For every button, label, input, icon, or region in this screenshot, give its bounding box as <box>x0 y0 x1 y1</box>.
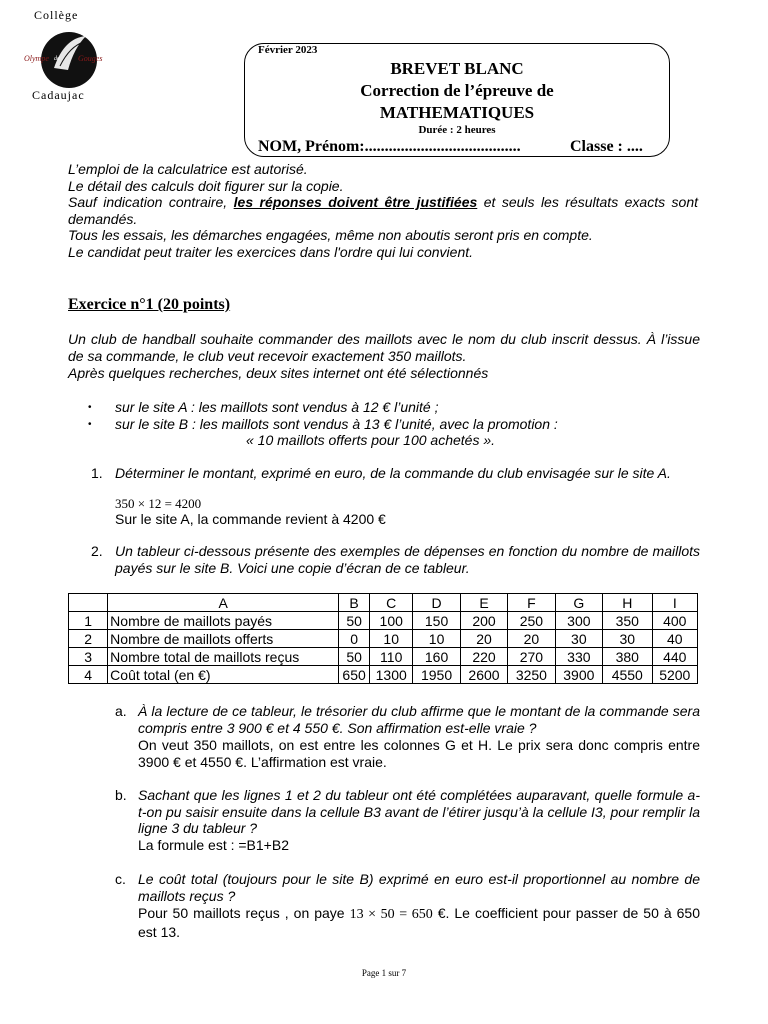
answer-text: €. Le coefficient pour passer de 50 à 650 est 13. <box>138 905 700 940</box>
q1-answer: Sur le site A, la commande revient à 4200 € <box>115 511 386 527</box>
exam-title: BREVET BLANC <box>390 59 524 78</box>
table-cell: 1300 <box>370 666 413 684</box>
table-cell: 330 <box>555 648 602 666</box>
question-2c: Le coût total (toujours pour le site B) exprimé en euro est-il proportionnel au nombre de maillots reçus ? <box>138 871 700 904</box>
table-cell: 150 <box>413 612 460 630</box>
spreadsheet-table <box>68 593 698 684</box>
row-label-cell: Nombre total de maillots reçus <box>108 648 339 666</box>
table-cell: 200 <box>460 612 507 630</box>
instruction-line: Le candidat peut traiter les exercices dans l'ordre qui lui convient. <box>68 243 474 260</box>
question-2: Un tableur ci-dessous présente des exemples de dépenses en fonction du nombre de maillots payés sur le site B. Voici une copie d’écran de ce tableur. <box>115 543 700 576</box>
table-cell: 250 <box>508 612 555 630</box>
table-cell: 1950 <box>413 666 460 684</box>
exam-subtitle: Correction de l’épreuve de <box>360 81 554 100</box>
header-cell: A <box>108 594 339 612</box>
answer-math: 13 × 50 = 650 <box>349 907 433 922</box>
logo-inner-mid: de <box>54 56 60 62</box>
table-cell: 400 <box>652 612 697 630</box>
bullet-site-a: sur le site A : les maillots sont vendus à 12 € l’unité ; <box>115 399 439 415</box>
answer-2b: La formule est : =B1+B2 <box>138 837 289 853</box>
instruction-line: L’emploi de la calculatrice est autorisé. <box>68 161 308 177</box>
name-field-label: NOM, Prénom:....................................... <box>258 138 521 155</box>
instruction-line <box>68 194 698 227</box>
header-cell: I <box>652 594 697 612</box>
logo-top-text: Collège <box>34 8 79 22</box>
table-cell: 440 <box>652 648 697 666</box>
question-number: 1. <box>91 465 103 481</box>
table-cell: 3900 <box>555 666 602 684</box>
row-label-cell: Nombre de maillots offerts <box>108 630 339 648</box>
question-2a: À la lecture de ce tableur, le trésorier du club affirme que le montant de la commande sera compris entre 3 900 € et 4 550 €. Son affirmation est-elle vraie ? <box>138 703 700 736</box>
table-cell: 220 <box>460 648 507 666</box>
bullet-icon: • <box>88 419 92 430</box>
table-cell: 100 <box>370 612 413 630</box>
question-number: 2. <box>91 543 103 559</box>
instructions <box>68 161 708 261</box>
header-cell: G <box>555 594 602 612</box>
header-cell: F <box>508 594 555 612</box>
exam-subject: MATHEMATIQUES <box>379 103 535 122</box>
table-cell: 300 <box>555 612 602 630</box>
subquestion-label: b. <box>115 787 127 803</box>
row-number-cell: 1 <box>69 612 108 630</box>
exercise-title: Exercice n°1 (20 points) <box>68 296 231 313</box>
table-cell: 30 <box>603 630 652 648</box>
subquestion-label: a. <box>115 703 127 719</box>
table-row <box>69 612 698 630</box>
table-cell: 3250 <box>508 666 555 684</box>
class-field-label: Classe : .... <box>570 138 643 155</box>
row-label-cell: Coût total (en €) <box>108 666 339 684</box>
exam-duration: Durée : 2 heures <box>418 124 496 136</box>
table-cell: 160 <box>413 648 460 666</box>
table-cell: 350 <box>603 612 652 630</box>
table-cell: 30 <box>555 630 602 648</box>
answer-2a: On veut 350 maillots, on est entre les colonnes G et H. Le prix sera donc compris entre 3900 € et 4550 €. L’affirmation est vraie. <box>138 737 700 770</box>
table-row <box>69 666 698 684</box>
answer-text: Pour 50 maillots reçus , on paye <box>138 905 350 921</box>
header-cell: C <box>370 594 413 612</box>
header-cell: B <box>339 594 370 612</box>
table-row <box>69 630 698 648</box>
header-cell <box>69 594 108 612</box>
table-cell: 50 <box>339 648 370 666</box>
promo-text: « 10 maillots offerts pour 100 achetés ». <box>246 432 496 448</box>
exercise-intro: Un club de handball souhaite commander des maillots avec le nom du club inscrit dessus. À l’issue de sa commande, le club veut recevoir exactement 350 maillots. <box>68 331 700 364</box>
instruction-line: Tous les essais, les démarches engagées, même non aboutis seront pris en compte. <box>68 227 593 244</box>
exam-date: Février 2023 <box>258 44 318 56</box>
college-logo <box>24 8 114 110</box>
row-number-cell: 4 <box>69 666 108 684</box>
q1-calculation: 350 × 12 = 4200 <box>115 496 202 511</box>
table-cell: 5200 <box>652 666 697 684</box>
header-cell: E <box>460 594 507 612</box>
table-cell: 380 <box>603 648 652 666</box>
instruction-emphasis: les réponses doivent être justifiées <box>233 194 478 211</box>
header-cell: H <box>603 594 652 612</box>
header-cell: D <box>413 594 460 612</box>
logo-inner-right: Gouges <box>78 54 103 63</box>
question-1: Déterminer le montant, exprimé en euro, de la commande du club envisagée sur le site A. <box>115 465 671 481</box>
table-row <box>69 648 698 666</box>
table-cell: 10 <box>413 630 460 648</box>
table-cell: 40 <box>652 630 697 648</box>
row-number-cell: 2 <box>69 630 108 648</box>
question-2b: Sachant que les lignes 1 et 2 du tableur ont été complétées auparavant, quelle formule a-t-on pu saisir ensuite dans la cellule B3 avant de l’étirer jusqu’à la cellule I3, pour remplir la ligne 3 du tableur ? <box>138 787 700 837</box>
table-cell: 4550 <box>603 666 652 684</box>
bullet-site-b: sur le site B : les maillots sont vendus à 13 € l’unité, avec la promotion : <box>115 416 558 432</box>
table-cell: 10 <box>370 630 413 648</box>
bullet-icon: • <box>88 402 92 413</box>
table-cell: 50 <box>339 612 370 630</box>
instruction-text: Sauf indication contraire, <box>68 194 234 211</box>
table-cell: 650 <box>339 666 370 684</box>
subquestion-label: c. <box>115 871 126 887</box>
table-cell: 20 <box>508 630 555 648</box>
row-number-cell: 3 <box>69 648 108 666</box>
table-cell: 20 <box>460 630 507 648</box>
instruction-text: et seuls les résultats exacts sont demandés. <box>68 194 698 227</box>
row-label-cell: Nombre de maillots payés <box>108 612 339 630</box>
table-cell: 270 <box>508 648 555 666</box>
table-cell: 110 <box>370 648 413 666</box>
answer-2c <box>138 905 700 940</box>
table-header-row <box>69 594 698 612</box>
logo-inner-left: Olympe <box>24 54 49 63</box>
table-cell: 0 <box>339 630 370 648</box>
instruction-line: Le détail des calculs doit figurer sur la copie. <box>68 177 344 194</box>
logo-bottom-text: Cadaujac <box>32 88 85 102</box>
table-cell: 2600 <box>460 666 507 684</box>
exercise-intro-2: Après quelques recherches, deux sites internet ont été sélectionnés <box>68 365 489 381</box>
page-number: Page 1 sur 7 <box>361 968 407 978</box>
